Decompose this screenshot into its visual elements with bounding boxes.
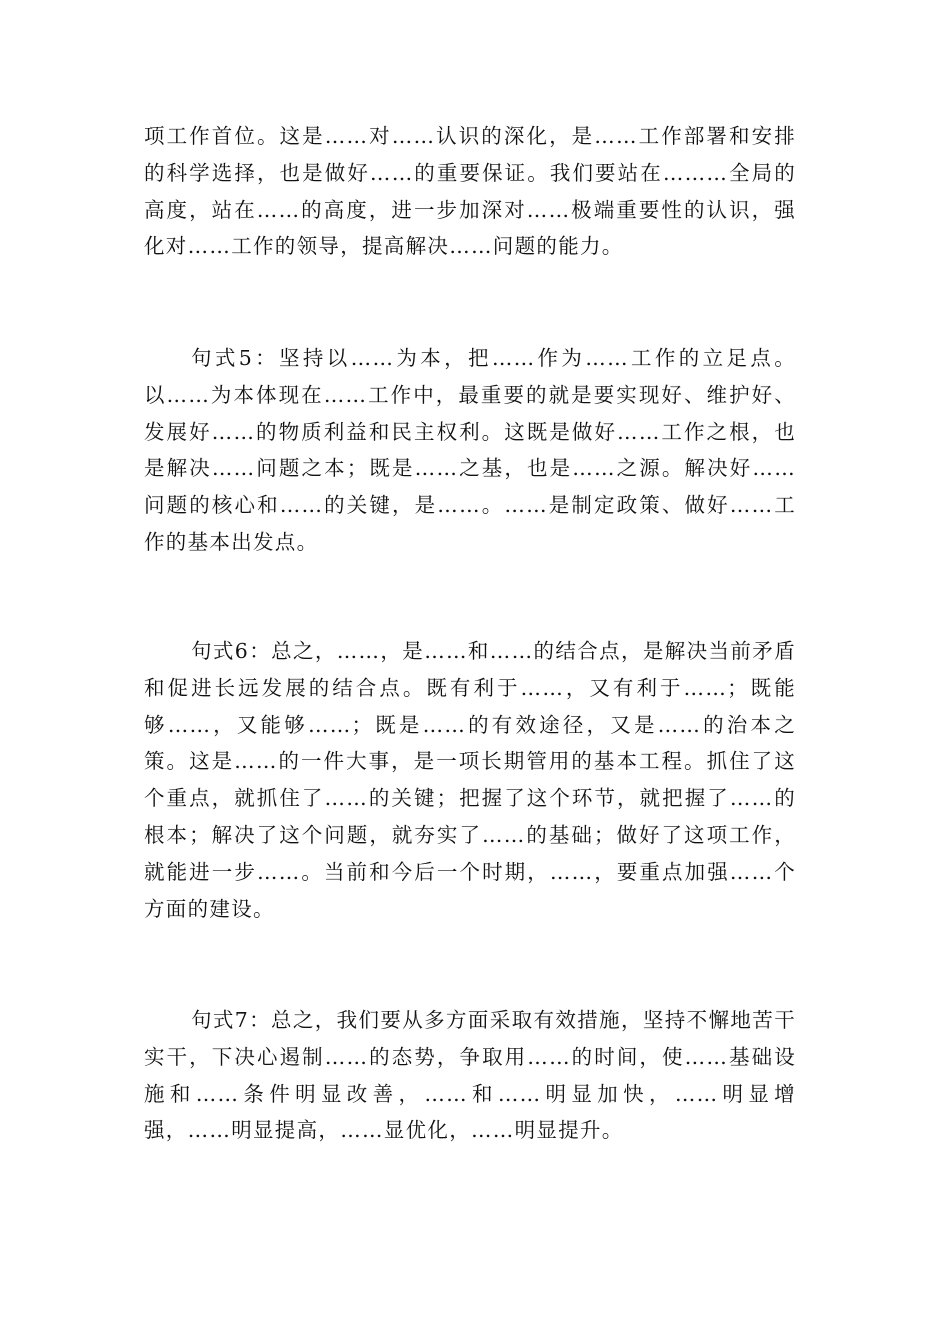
paragraph-pattern-6: 句式6：总之，……，是……和……的结合点，是解决当前矛盾和促进长远发展的结合点。既有利于……，又有利于……；既能够……，又能够……；既是……的有效途径，又是……的治本之策。这是……的一件大事，是一项长期管用的基本工程。抓住了这个重点，就抓住了……的关键；把握了这个环节，就把握了……的根本；解决了这个问题，就夯实了……的基础；做好了这项工作，就能进一步……。当前和今后一个时期，……，要重点加强……个方面的建设。: [144, 639, 796, 921]
paragraph-continuation: 项工作首位。这是……对……认识的深化，是……工作部署和安排的科学选择，也是做好……的重要保证。我们要站在………全局的高度，站在……的高度，进一步加深对……极端重要性的认识，强化对……工作的领导，提高解决……问题的能力。: [144, 124, 796, 259]
paragraph-pattern-7: 句式7：总之，我们要从多方面采取有效措施，坚持不懈地苦干实干，下决心遏制……的态势，争取用……的时间，使……基础设施和……条件明显改善，……和……明显加快，……明显增强，……明显提高，……显优化，……明显提升。: [144, 1008, 796, 1143]
paragraph-pattern-5: 句式5：坚持以……为本，把……作为……工作的立足点。以……为本体现在……工作中，最重要的就是要实现好、维护好、发展好……的物质利益和民主权利。这既是做好……工作之根，也是解决……问题之本；既是……之基，也是……之源。解决好……问题的核心和……的关键，是……。……是制定政策、做好……工作的基本出发点。: [144, 346, 796, 554]
